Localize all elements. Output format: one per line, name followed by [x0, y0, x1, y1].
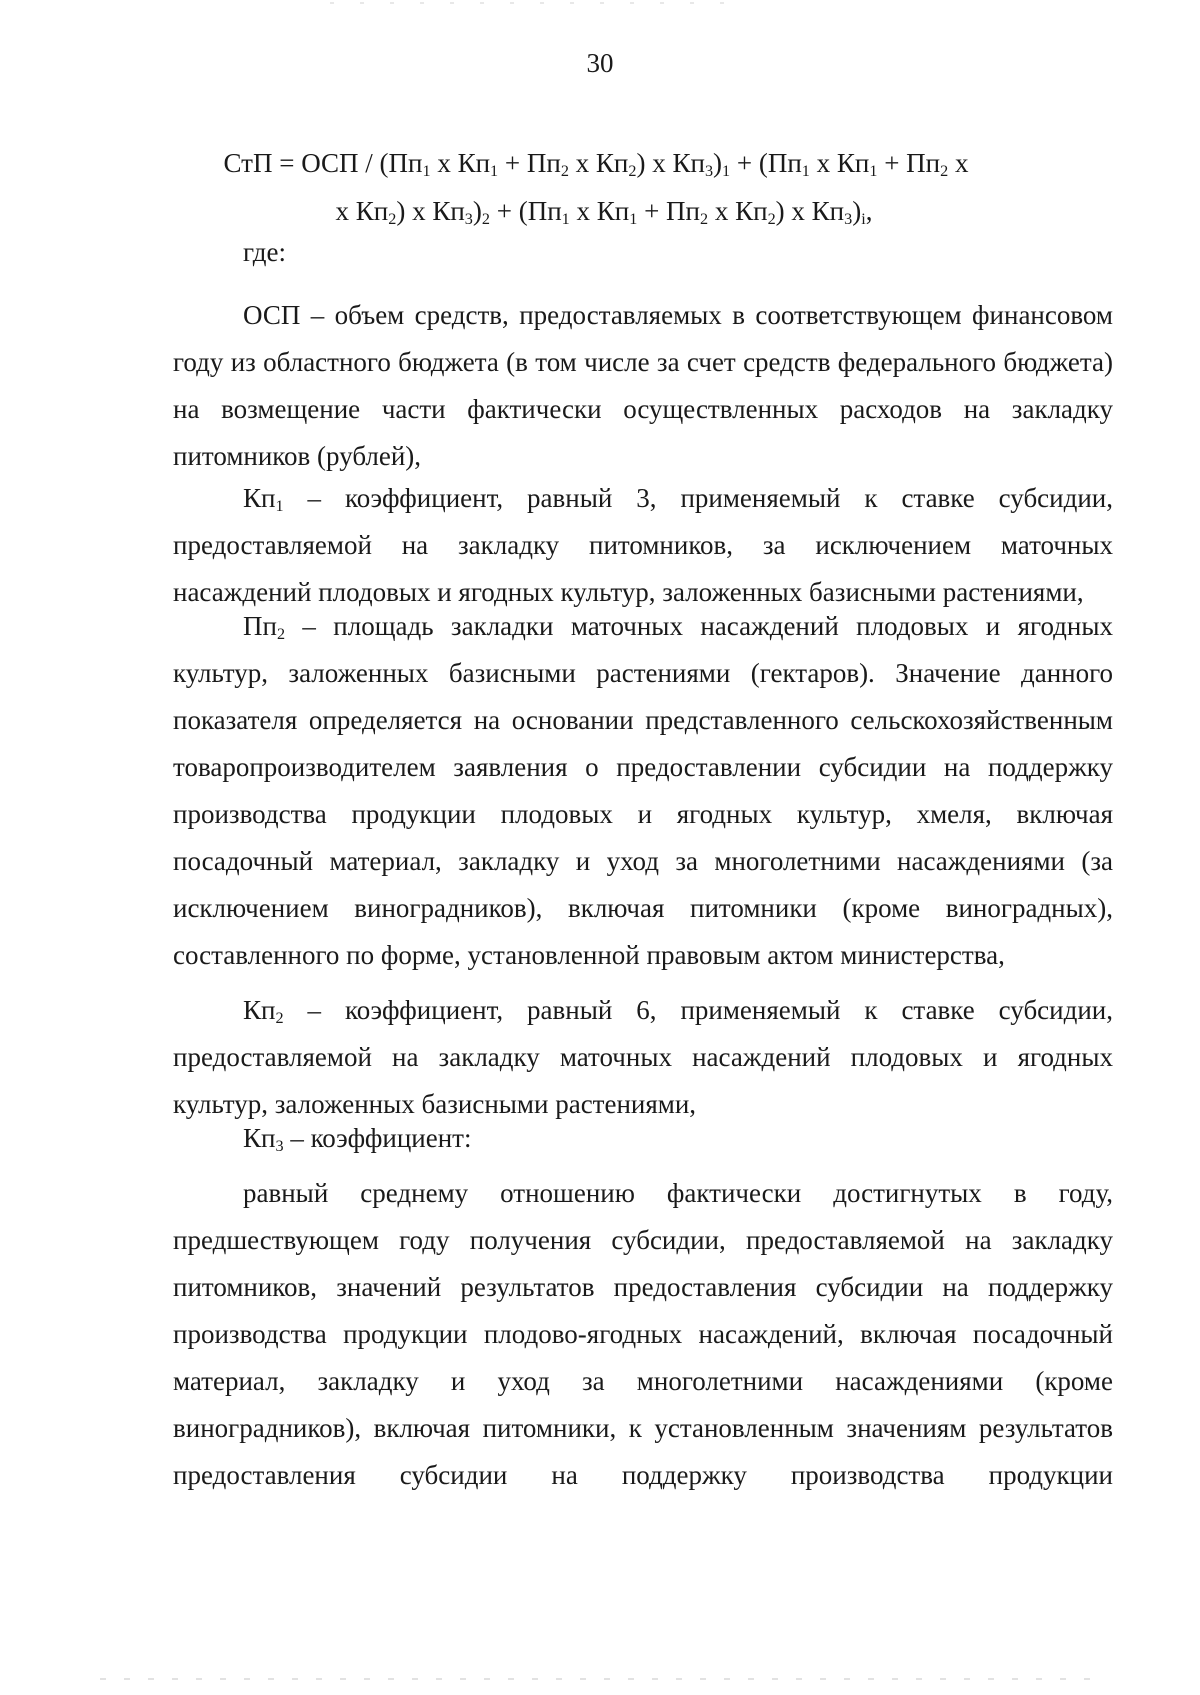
- subscript: 1: [801, 162, 810, 181]
- subscript: 3: [464, 210, 473, 229]
- subscript: 3: [844, 210, 853, 229]
- subscript: 2: [481, 210, 490, 229]
- subscript: 1: [629, 210, 638, 229]
- subscript: 1: [275, 497, 284, 516]
- subscript: 2: [560, 162, 569, 181]
- subscript: 2: [388, 210, 397, 229]
- subscript: 1: [869, 162, 878, 181]
- subscript: 2: [700, 210, 709, 229]
- where-label: где:: [243, 237, 286, 267]
- page-number: 30: [586, 48, 614, 78]
- subscript: 2: [628, 162, 637, 181]
- subscript: 2: [767, 210, 776, 229]
- definition-kp3: $Кп_3$ – коэффициент:: [243, 1123, 472, 1156]
- formula-line-2: х $Кп_2$) х $Кп_3)_2 + (Пп_1$ х $Кп_1 + Пп_2$ х $Кп_2$) х $Кп_3)_i$,: [335, 196, 873, 229]
- subscript: 2: [276, 625, 286, 644]
- scan-artifact-bottom: [100, 1678, 1100, 1680]
- subscript: 2: [275, 1009, 284, 1028]
- subscript: 2: [940, 162, 949, 181]
- subscript: 3: [704, 162, 714, 181]
- subscript: 1: [490, 162, 499, 181]
- scan-artifact-top: [330, 2, 750, 4]
- definition-osp: ОСП – объем средств, предоставляемых в соответствующем финансовом году из областного бюджета (в том числе за счет средств федерального бюджета) на возмещение части фактически осуществленных расходов на закладку питомников (рублей),: [173, 300, 1113, 471]
- subscript: i: [861, 210, 866, 229]
- definition-pp2: $Пп_2$ – площадь закладки маточных насаждений плодовых и ягодных культур, заложенных базисными растениями (гектаров). Значение данного показателя определяется на основании представленного сельскохозяйственным товаропроизводителем заявления о предоставлении субсидии на поддержку производства продукции плодовых и ягодных культур, хмеля, включая посадочный материал, закладку и уход за многолетними насаждениями (за исключением виноградников), включая питомники (кроме виноградных), составленного по форме, установленной правовым актом министерства,: [173, 611, 1113, 970]
- subscript: 1: [722, 162, 731, 181]
- definition-kp2: $Кп_2$ – коэффициент, равный 6, применяемый к ставке субсидии, предоставляемой на закладку маточных насаждений плодовых и ягодных культур, заложенных базисными растениями,: [173, 995, 1113, 1119]
- formula-line-1: СтП = ОСП / ($Пп_1$ х $Кп_1 + Пп_2$ х $Кп_2$) х $Кп_3)_1 + (Пп_1$ х $Кп_1 + Пп_2$ х: [223, 148, 969, 181]
- definition-kp1: $Кп_1$ – коэффициент, равный 3, применяемый к ставке субсидии, предоставляемой на закладку питомников, за исключением маточных насаждений плодовых и ягодных культур, заложенных базисными растениями,: [173, 483, 1113, 607]
- definition-kp3-description: равный среднему отношению фактически достигнутых в году, предшествующем году получения субсидии, предоставляемой на закладку питомников, значений результатов предоставления субсидии на поддержку производства продукции плодово-ягодных насаждений, включая посадочный материал, закладку и уход за многолетними насаждениями (кроме виноградников), включая питомники, к установленным значениям результатов предоставления субсидии на поддержку производства продукции: [173, 1178, 1113, 1490]
- subscript: 3: [275, 1137, 284, 1156]
- subscript: 1: [561, 210, 570, 229]
- subscript: 1: [422, 162, 431, 181]
